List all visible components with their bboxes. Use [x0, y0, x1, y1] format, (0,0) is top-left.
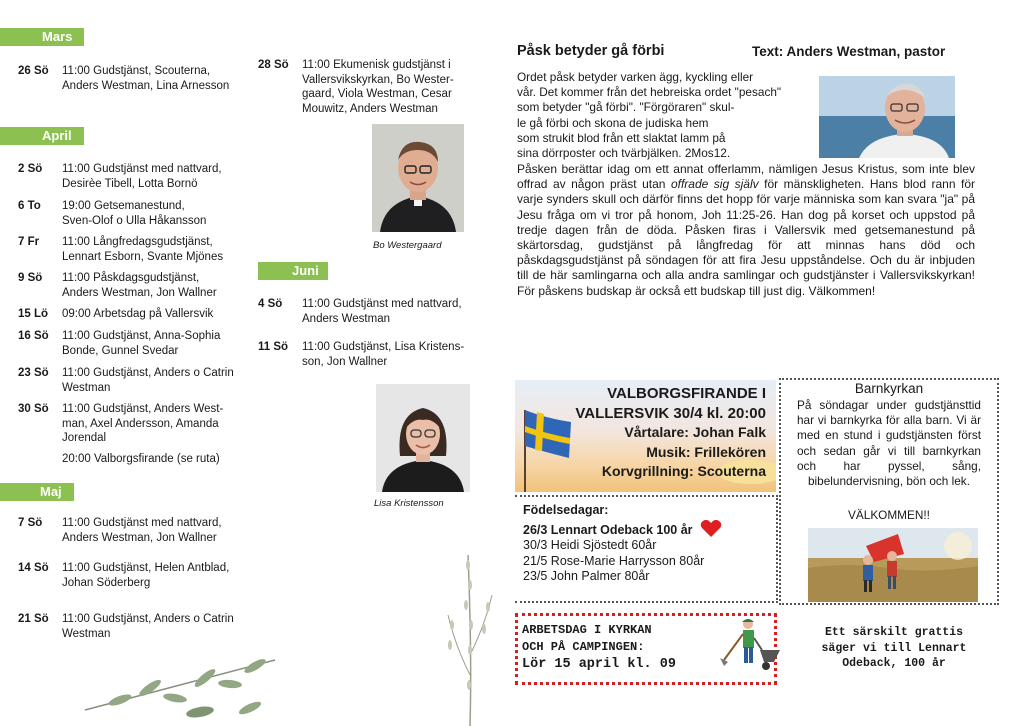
birthday-item: 23/5 John Palmer 80år — [523, 569, 650, 583]
event-text: 11:00 Påskdagsgudstjänst, Anders Westman, Jon Wallner — [62, 272, 217, 299]
article-byline: Text: Anders Westman, pastor — [752, 44, 946, 59]
event-date: 15 Lö — [18, 308, 49, 320]
birthday-highlight: 26/3 Lennart Odeback 100 år — [523, 519, 722, 539]
valborg-box — [515, 380, 776, 492]
caption-bo: Bo Westergaard — [373, 240, 442, 251]
event-text: 09:00 Arbetsdag på Vallersvik — [62, 308, 214, 320]
barnkyrkan-title: Barnkyrkan — [854, 381, 924, 396]
event-date: 6 To — [18, 200, 41, 212]
caption-lisa: Lisa Kristensson — [374, 498, 444, 509]
event-date: 21 Sö — [18, 613, 49, 625]
arbetsdag-content — [522, 622, 676, 673]
month-header-maj: Maj — [0, 483, 74, 501]
portrait-anders-westman — [819, 76, 955, 158]
event-text: 11:00 Gudstjänst, Anders o Catrin Westman — [62, 367, 234, 394]
arbetsdag-line1: ARBETSDAG I KYRKAN — [522, 623, 652, 637]
article-title: Påsk betyder gå förbi — [517, 43, 665, 59]
event-date: 7 Sö — [18, 517, 43, 529]
event-text: 11:00 Gudstjänst, Lisa Kristens- son, Jon Wallner — [302, 341, 465, 368]
event-text: 11:00 Gudstjänst, Helen Antblad, Johan Söderberg — [62, 562, 230, 589]
event-date: 9 Sö — [18, 272, 43, 284]
barnkyrkan-welcome: VÄLKOMMEN!! — [848, 508, 930, 522]
event-text: 11:00 Gudstjänst med nattvard, Anders Westman, Jon Wallner — [62, 517, 222, 544]
article-line: som strukit blod från ett slaktat lamm på — [517, 130, 726, 145]
grattis-line2: säger vi till Lennart — [821, 641, 967, 655]
event-text: 11:00 Gudstjänst med nattvard, Desirèe Tibell, Lotta Bornö — [62, 163, 222, 190]
event-text: 11:00 Gudstjänst, Anders o Catrin Westman — [62, 613, 234, 640]
arbetsdag-line2: OCH PÅ CAMPINGEN: — [522, 640, 645, 654]
willow-branch-decoration — [440, 555, 500, 726]
portrait-bo-westergaard — [372, 124, 464, 232]
event-text: 11:00 Gudstjänst, Scouterna, Anders Westman, Lina Arnesson — [62, 65, 230, 92]
event-text: 11:00 Gudstjänst, Anders West- man, Axel Andersson, Amanda Jorendal — [62, 403, 224, 444]
article-line: sina dörrposter och tvärbjälken. 2Mos12. — [517, 146, 731, 161]
article-body-main: Påsken berättar idag om ett annat offerlamm, nämligen Jesus Kristus, som inte blev offrad av någon präst utan offrade sig själv för mänskligheten. Hans blod rann för varje synders skull och därför finns det hopp för varje människa som kan svara "ja" på Jesu fråga om vi tror på honom, Joh 11:25-26. Han dog på korset och uppstod på tredje dagen från de döda. Påsken firas i Vallersvik med getsemanestund på skärtorsdag, gudstjänst på långfredag för att minnas hans död och påskdagsgudstjänst på söndagen för att fira Jesu uppståndelse. Och du är inbjuden till de här samlingarna och alla andra samlingar och gudstjänster i Vallersvikskyrkan! För påskens budskap är också ett budskap till just dig. Välkommen! — [517, 162, 976, 298]
olive-branch-decoration — [80, 650, 280, 726]
children-playing-photo — [808, 528, 978, 602]
event-date: 4 Sö — [258, 298, 283, 310]
barnkyrkan-text: På söndagar under gudstjänsttid har vi barnkyrka för alla barn. Vi är med en stund i gudstjänsten först och sedan går vi till barnkyrkan och har pyssel, sång, bibelundervisning, bön och lek. — [797, 398, 981, 489]
event-date: 14 Sö — [18, 562, 49, 574]
event-date: 16 Sö — [18, 330, 49, 342]
event-date: 11 Sö — [258, 341, 289, 353]
event-date: 23 Sö — [18, 367, 49, 379]
grattis-note — [785, 625, 1003, 672]
article-line: som betyder "gå förbi". "Förgöraren" skul- — [517, 100, 735, 115]
event-text: 11:00 Långfredagsgudstjänst, Lennart Esborn, Svante Mjönes — [62, 236, 224, 263]
article-line: Ordet påsk betyder varken ägg, kyckling eller — [517, 70, 754, 84]
month-header-mars: Mars — [0, 28, 84, 46]
gardener-icon — [718, 616, 784, 672]
portrait-lisa-kristensson — [376, 384, 470, 492]
event-date: 7 Fr — [18, 236, 40, 248]
valborg-line5: Korvgrillning: Scouterna — [601, 463, 766, 479]
valborg-line4: Musik: Frillekören — [646, 443, 766, 460]
heart-icon — [700, 519, 722, 538]
valborg-line1: VALBORGSFIRANDE I — [607, 385, 766, 402]
event-text: 11:00 Ekumenisk gudstjänst i Vallersvikskyrkan, Bo Wester- gaard, Viola Westman, Cesar Mouwitz, Anders Westman — [302, 59, 454, 115]
event-date: 2 Sö — [18, 163, 43, 175]
grattis-line1: Ett särskilt grattis — [824, 626, 964, 639]
event-text: 20:00 Valborgsfirande (se ruta) — [62, 453, 220, 465]
event-date: 30 Sö — [18, 403, 49, 415]
grattis-line3: Odeback, 100 år — [842, 657, 946, 670]
valborg-line2: VALLERSVIK 30/4 kl. 20:00 — [575, 404, 766, 422]
valborg-line3: Vårtalare: Johan Falk — [624, 424, 766, 440]
event-text: 11:00 Gudstjänst med nattvard, Anders Westman — [302, 298, 462, 325]
month-header-juni: Juni — [258, 262, 328, 280]
month-header-april: April — [0, 127, 84, 145]
arbetsdag-line3: Lör 15 april kl. 09 — [522, 657, 676, 672]
article-line: vår. Det kommer från det hebreiska ordet "pesach" — [517, 85, 782, 100]
event-date: 26 Sö — [18, 65, 49, 77]
birthdays-heading: Födelsedagar: — [523, 503, 609, 517]
event-date: 28 Sö — [258, 59, 289, 71]
birthday-item: 21/5 Rose-Marie Harrysson 80år — [523, 553, 705, 568]
article-line: le gå förbi och skona de judiska hem — [517, 115, 709, 130]
event-text: 19:00 Getsemanestund, Sven-Olof o Ulla Håkansson — [62, 200, 207, 227]
birthdays-content — [523, 503, 722, 585]
event-text: 11:00 Gudstjänst, Anna-Sophia Bonde, Gunnel Svedar — [62, 330, 221, 357]
article-body-wrapped — [517, 70, 809, 161]
birthday-item: 30/3 Heidi Sjöstedt 60år — [523, 538, 657, 552]
